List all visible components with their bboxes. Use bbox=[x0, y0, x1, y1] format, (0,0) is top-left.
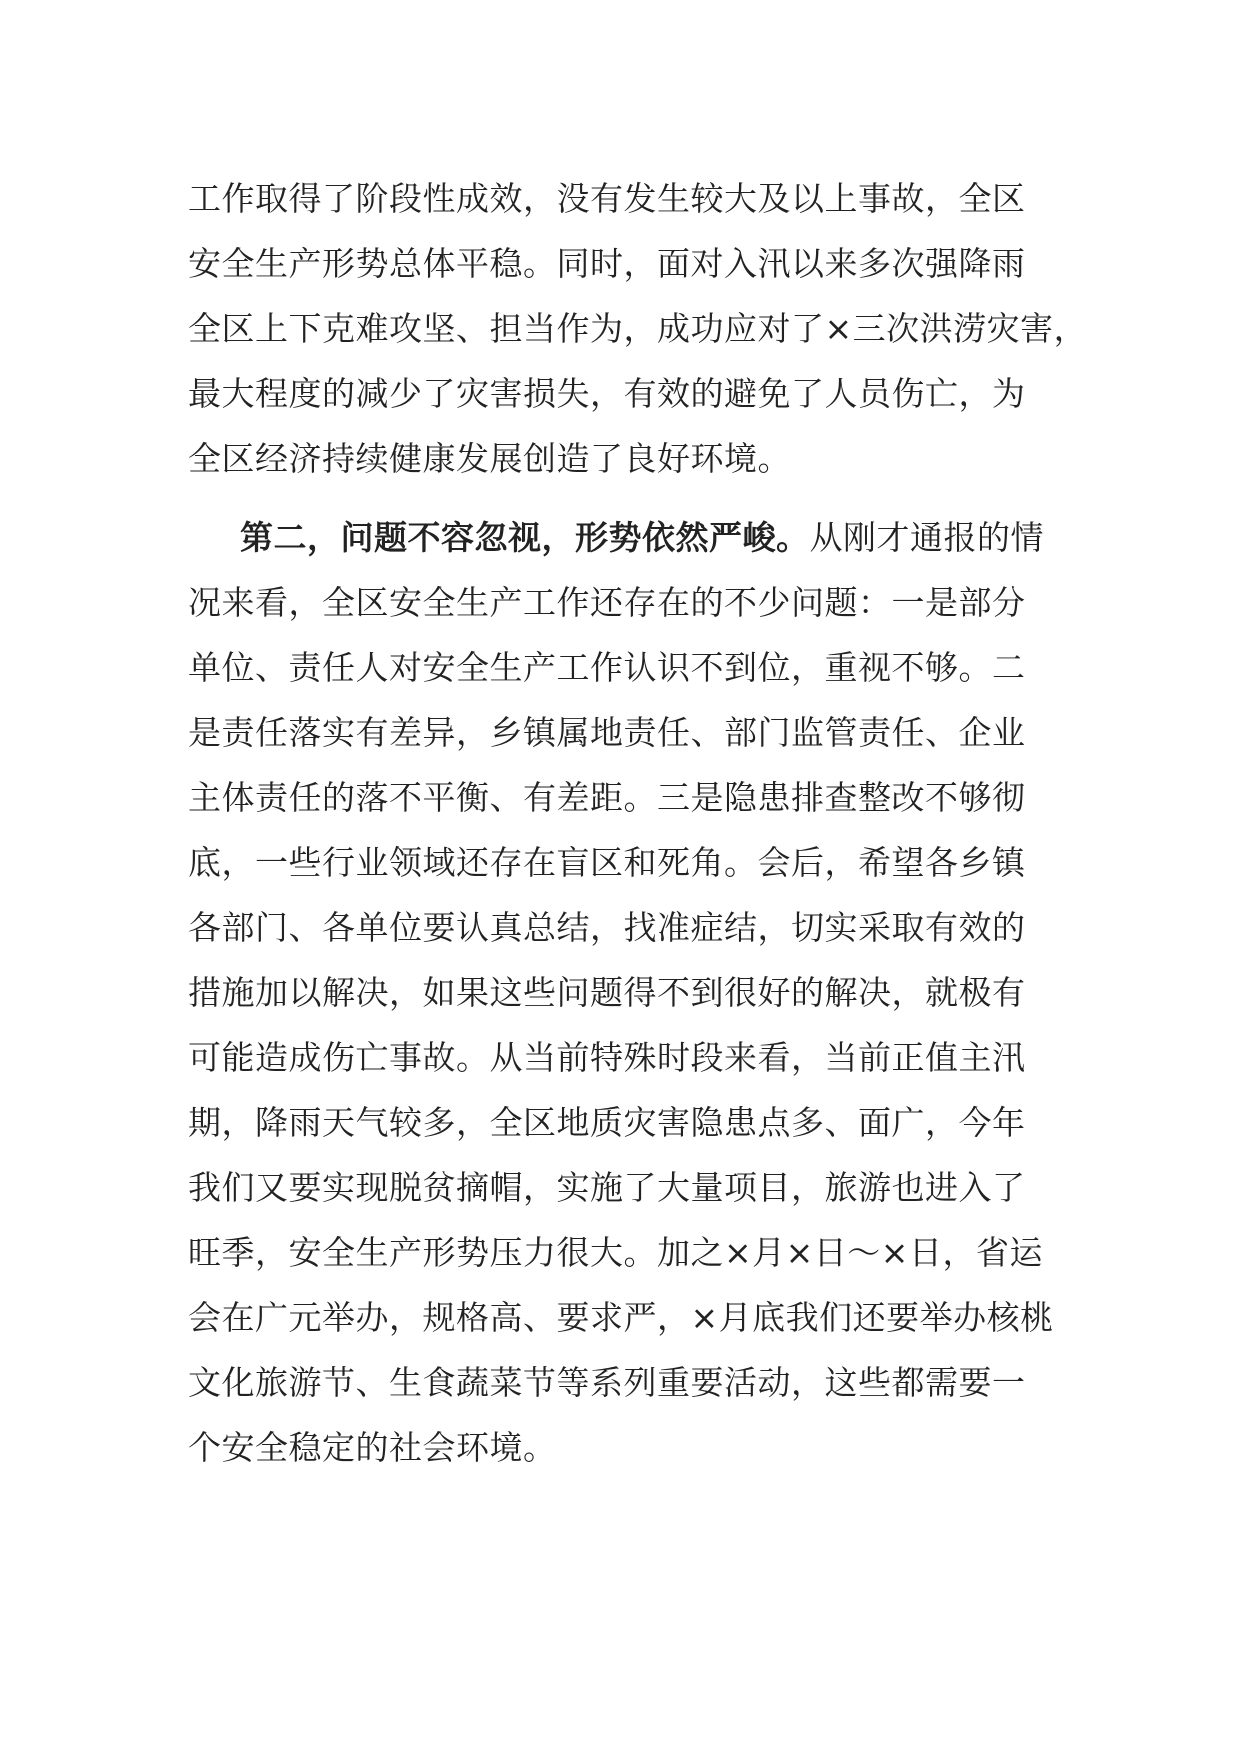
text-line: 底，一些行业领域还存在盲区和死角。会后，希望各乡镇 bbox=[188, 843, 1026, 882]
text-span: 从刚才通报的情 bbox=[809, 518, 1044, 557]
paragraph-1 bbox=[188, 166, 1088, 491]
text-line: 工作取得了阶段性成效，没有发生较大及以上事故，全区 bbox=[188, 179, 1026, 218]
paragraph-2-first-line bbox=[188, 505, 1088, 570]
text-line: 会在广元举办，规格高、要求严，×月底我们还要举办核桃 bbox=[188, 1298, 1054, 1337]
text-line: 措施加以解决，如果这些问题得不到很好的解决，就极有 bbox=[188, 973, 1026, 1012]
paragraph-spacing bbox=[188, 491, 1088, 505]
document-body bbox=[188, 166, 1088, 1480]
paragraph-2 bbox=[188, 505, 1088, 1480]
text-line: 文化旅游节、生食蔬菜节等系列重要活动，这些都需要一 bbox=[188, 1363, 1026, 1402]
text-line: 全区上下克难攻坚、担当作为，成功应对了×三次洪涝灾害， bbox=[188, 309, 1088, 348]
text-line: 是责任落实有差异，乡镇属地责任、部门监管责任、企业 bbox=[188, 713, 1026, 752]
text-line: 我们又要实现脱贫摘帽，实施了大量项目，旅游也进入了 bbox=[188, 1168, 1026, 1207]
text-line: 全区经济持续健康发展创造了良好环境。 bbox=[188, 439, 791, 478]
text-line: 个安全稳定的社会环境。 bbox=[188, 1428, 557, 1467]
text-line: 旺季，安全生产形势压力很大。加之×月×日～×日，省运 bbox=[188, 1233, 1043, 1272]
text-line: 最大程度的减少了灾害损失，有效的避免了人员伤亡，为 bbox=[188, 374, 1026, 413]
text-line: 主体责任的落不平衡、有差距。三是隐患排查整改不够彻 bbox=[188, 778, 1026, 817]
text-line: 期，降雨天气较多，全区地质灾害隐患点多、面广，今年 bbox=[188, 1103, 1026, 1142]
text-line: 可能造成伤亡事故。从当前特殊时段来看，当前正值主汛 bbox=[188, 1038, 1026, 1077]
text-line: 况来看，全区安全生产工作还存在的不少问题：一是部分 bbox=[188, 583, 1026, 622]
text-line: 安全生产形势总体平稳。同时，面对入汛以来多次强降雨 bbox=[188, 244, 1026, 283]
text-line: 单位、责任人对安全生产工作认识不到位，重视不够。二 bbox=[188, 648, 1026, 687]
text-line: 各部门、各单位要认真总结，找准症结，切实采取有效的 bbox=[188, 908, 1026, 947]
paragraph-heading: 第二，问题不容忽视，形势依然严峻。 bbox=[240, 518, 810, 557]
